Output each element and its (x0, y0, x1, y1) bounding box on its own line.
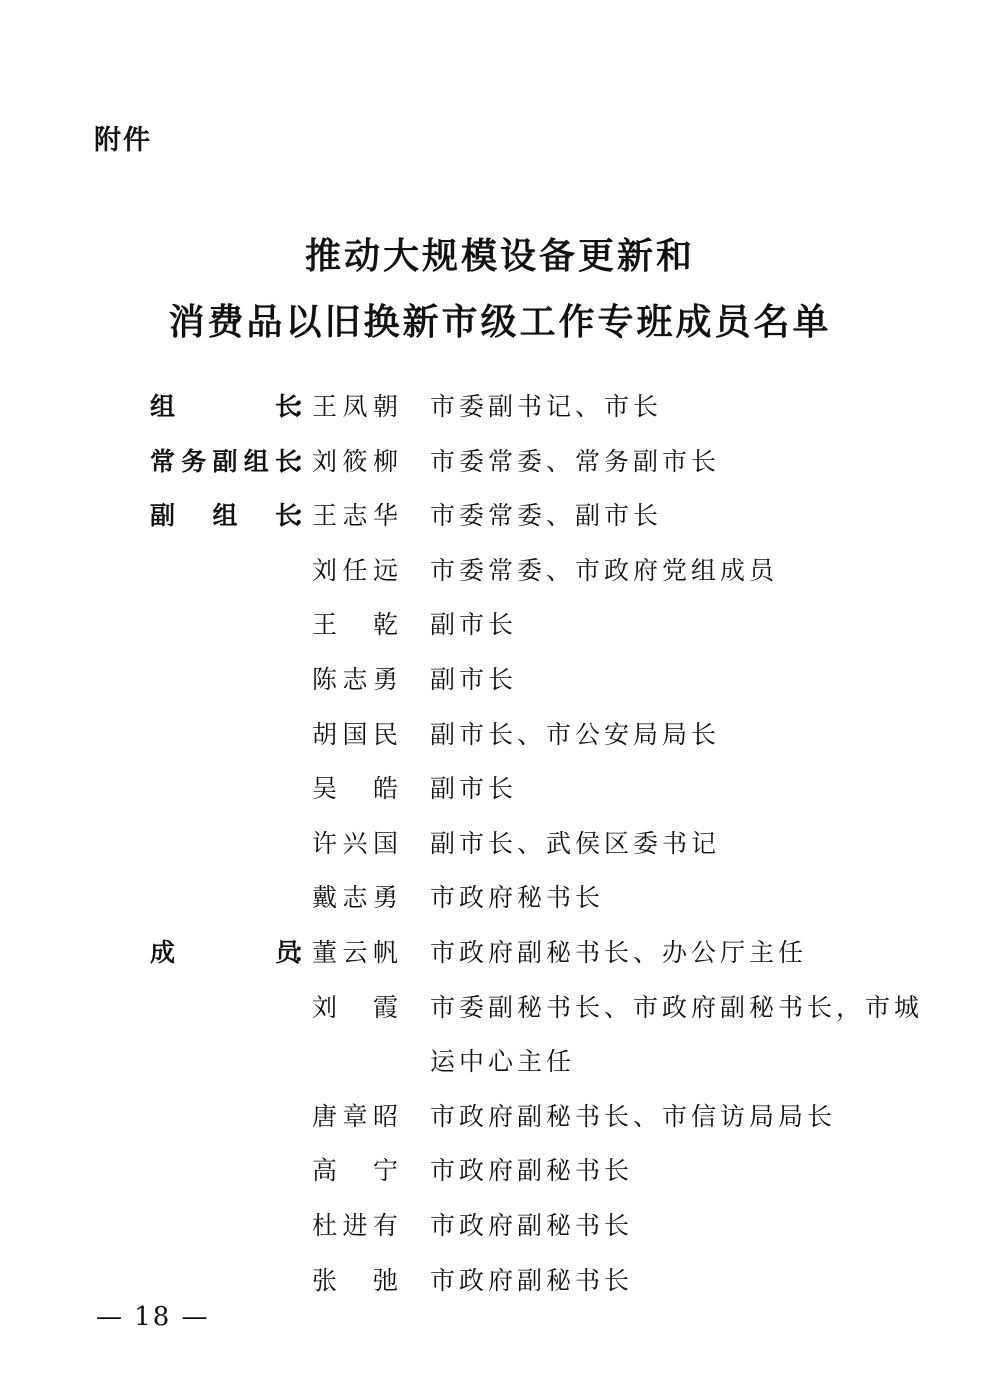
name-char: 刘 (312, 446, 338, 476)
name-char: 胡 (312, 719, 338, 749)
name-char: 帆 (372, 938, 398, 967)
roster-row (0, 1206, 1000, 1246)
member-title: 市委副秘书长、市政府副秘书长，市城 (430, 992, 924, 1022)
member-name (312, 933, 398, 973)
member-name (312, 824, 398, 864)
roster-row (0, 496, 1000, 536)
roster-row (0, 878, 1000, 918)
name-char: 王 (312, 392, 338, 421)
name-char: 唐 (312, 1101, 338, 1131)
roster-row (0, 1151, 1000, 1191)
name-char: 宁 (372, 1156, 398, 1186)
member-name (312, 387, 398, 427)
role-char: 组 (150, 392, 176, 421)
member-title: 市政府副秘书长 (430, 1265, 634, 1295)
roster-row (0, 1097, 1000, 1137)
name-char: 乾 (372, 610, 398, 640)
member-title-continuation: 运中心主任 (430, 1047, 576, 1077)
attachment-label: 附件 (94, 125, 152, 156)
role-char: 长 (274, 392, 300, 421)
roster-row (0, 605, 1000, 645)
member-name (312, 878, 398, 918)
role-colon: ： (293, 501, 319, 531)
role-char: 员 (274, 938, 300, 967)
name-char: 王 (312, 501, 338, 531)
member-title: 副市长 (430, 665, 518, 694)
member-title: 市委副书记、市长 (430, 392, 663, 421)
member-name (312, 660, 398, 700)
name-char: 柳 (372, 446, 398, 476)
member-title: 副市长、市公安局局长 (430, 719, 721, 749)
member-title: 市政府秘书长 (430, 883, 605, 913)
name-char: 刘 (312, 555, 338, 585)
name-char: 云 (342, 938, 368, 967)
role-label (150, 442, 300, 482)
member-name (312, 442, 398, 482)
name-char: 国 (372, 828, 398, 858)
role-colon: ： (293, 392, 319, 421)
role-colon: ： (293, 938, 319, 967)
document-title-line1: 推动大规模设备更新和 (304, 235, 695, 277)
roster-row-continuation (0, 1042, 1000, 1082)
name-char: 许 (312, 828, 338, 858)
member-name (312, 1097, 398, 1137)
name-char: 昭 (372, 1101, 398, 1131)
member-name (312, 1151, 398, 1191)
role-label (150, 933, 300, 973)
name-char: 志 (342, 665, 368, 694)
role-char: 组 (243, 446, 269, 476)
name-char: 陈 (312, 665, 338, 694)
name-char: 远 (372, 555, 398, 585)
name-char: 任 (342, 555, 368, 585)
role-colon: ： (293, 446, 319, 476)
member-name (312, 988, 398, 1028)
roster-row (0, 933, 1000, 973)
roster-row (0, 387, 1000, 427)
roster-row (0, 824, 1000, 864)
roster-row (0, 660, 1000, 700)
member-name (312, 605, 398, 645)
name-char: 戴 (312, 883, 338, 913)
member-name (312, 551, 398, 591)
roster-row (0, 442, 1000, 482)
member-title: 市政府副秘书长、办公厅主任 (430, 938, 808, 967)
name-char: 国 (342, 719, 368, 749)
role-char: 常 (150, 446, 176, 476)
name-char: 志 (342, 883, 368, 913)
role-char: 成 (150, 938, 176, 967)
member-title: 市委常委、常务副市长 (430, 446, 721, 476)
name-char: 刘 (312, 992, 338, 1022)
role-char: 副 (150, 501, 176, 531)
name-char: 民 (372, 719, 398, 749)
member-title: 市政府副秘书长 (430, 1211, 634, 1240)
role-char: 组 (212, 501, 238, 531)
name-char: 进 (342, 1211, 368, 1240)
roster-row (0, 551, 1000, 591)
role-char: 长 (274, 446, 300, 476)
name-char: 筱 (342, 446, 368, 476)
roster-row (0, 988, 1000, 1028)
name-char: 高 (312, 1156, 338, 1186)
name-char: 张 (312, 1265, 338, 1295)
member-name (312, 715, 398, 755)
name-char: 弛 (372, 1265, 398, 1295)
role-label (150, 496, 300, 536)
name-char: 兴 (342, 828, 368, 858)
member-name (312, 1261, 398, 1301)
name-char: 华 (372, 501, 398, 531)
name-char: 朝 (372, 392, 398, 421)
member-name (312, 496, 398, 536)
name-char: 杜 (312, 1211, 338, 1240)
role-char: 长 (274, 501, 300, 531)
member-title: 市委常委、市政府党组成员 (430, 555, 779, 585)
roster-row (0, 769, 1000, 809)
name-char: 勇 (372, 665, 398, 694)
member-title: 副市长、武侯区委书记 (430, 828, 721, 858)
roster-row (0, 715, 1000, 755)
role-label (150, 387, 300, 427)
name-char: 吴 (312, 774, 338, 804)
name-char: 王 (312, 610, 338, 640)
name-char: 勇 (372, 883, 398, 913)
role-char: 副 (212, 446, 238, 476)
member-title: 市委常委、副市长 (430, 501, 663, 531)
roster-row (0, 1261, 1000, 1301)
member-title: 市政府副秘书长 (430, 1156, 634, 1186)
name-char: 有 (372, 1211, 398, 1240)
name-char: 霞 (372, 992, 398, 1022)
name-char: 章 (342, 1101, 368, 1131)
member-name (312, 1206, 398, 1246)
name-char: 凤 (342, 392, 368, 421)
member-title: 市政府副秘书长、市信访局局长 (430, 1101, 837, 1131)
name-char: 志 (342, 501, 368, 531)
page-number: — 18 — (96, 1302, 210, 1332)
document-title-line2: 消费品以旧换新市级工作专班成员名单 (168, 301, 832, 343)
name-char: 皓 (372, 774, 398, 804)
member-title: 副市长 (430, 610, 518, 640)
role-char: 务 (181, 446, 207, 476)
member-name (312, 769, 398, 809)
name-char: 董 (312, 938, 338, 967)
member-title: 副市长 (430, 774, 518, 804)
